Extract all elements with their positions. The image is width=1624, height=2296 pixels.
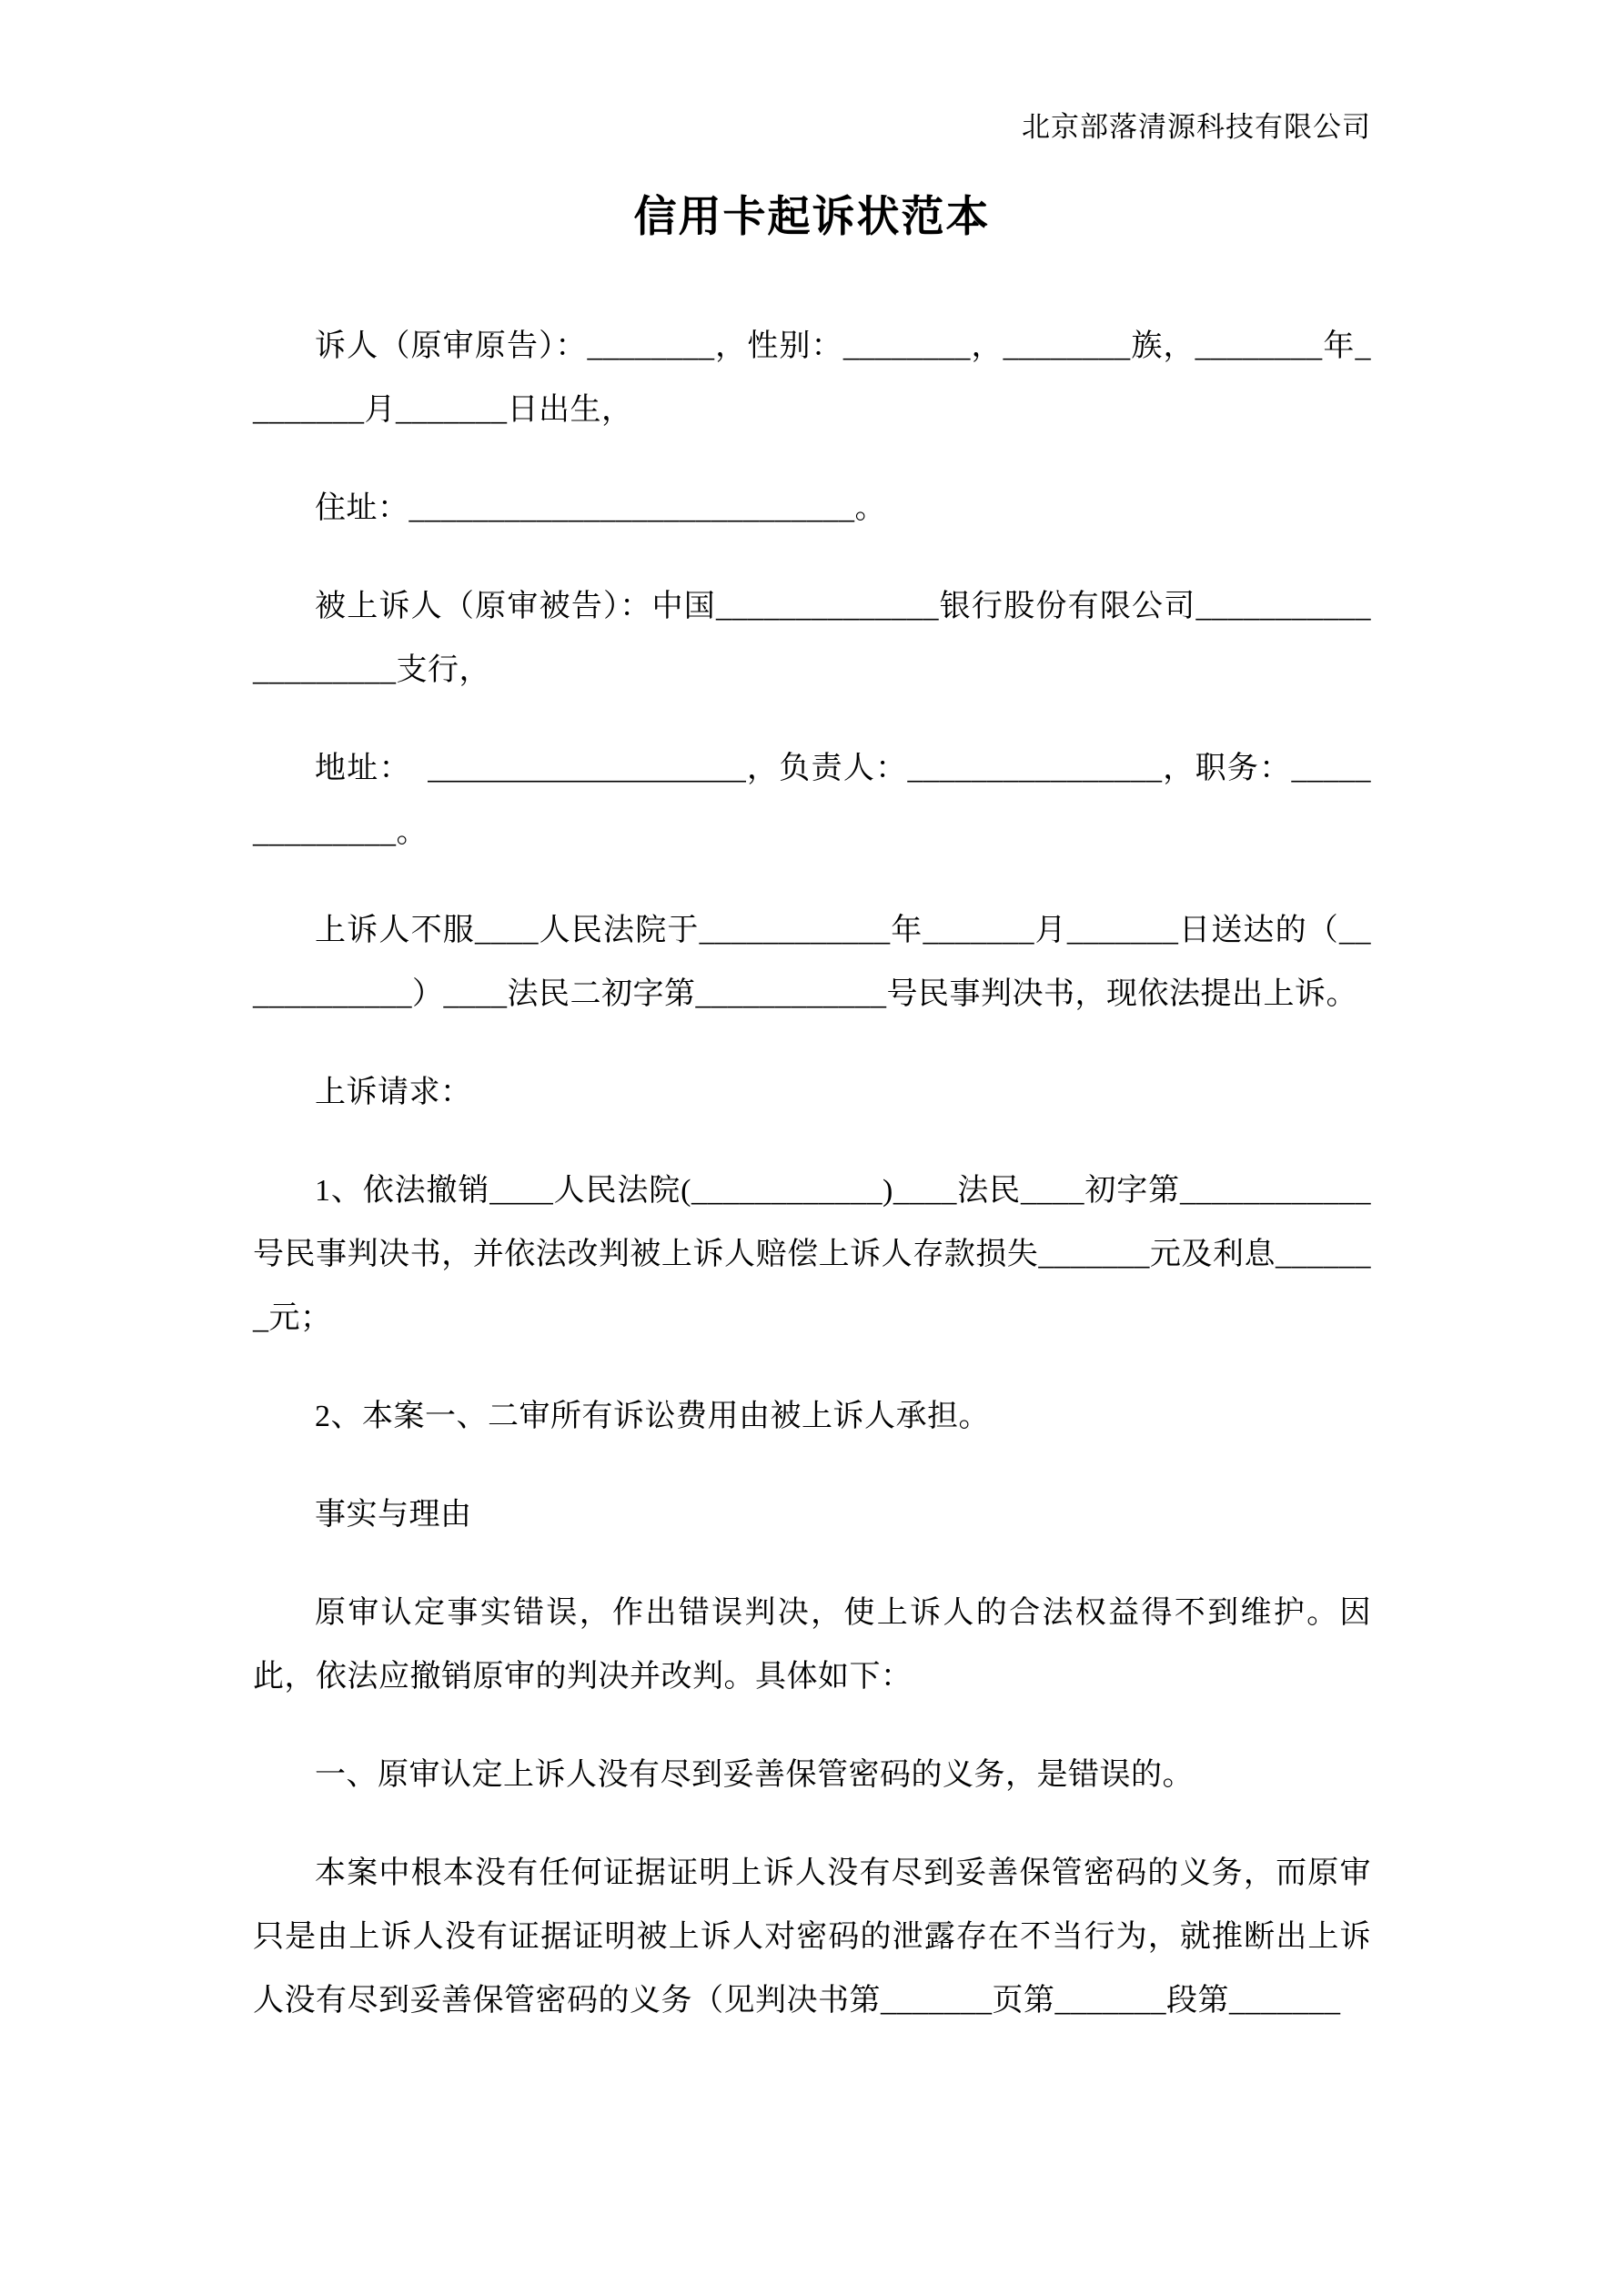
paragraph-request-2: 2、本案一、二审所有诉讼费用由被上诉人承担。 — [315, 1400, 990, 1434]
paragraph-point-one: 一、原审认定上诉人没有尽到妥善保管密码的义务，是错误的。 — [315, 1758, 1194, 1793]
paragraph-request-1: 1、依法撤销____人民法院(____________)____法民____初字第____________号民事判决书，并依法改判被上诉人赔偿上诉人存款损失_______元及利息_______元； — [253, 1174, 1371, 1336]
paragraph-point-one-detail: 本案中根本没有任何证据证明上诉人没有尽到妥善保管密码的义务，而原审只是由上诉人没有证据证明被上诉人对密码的泄露存在不当行为，就推断出上诉人没有尽到妥善保管密码的义务（见判决书第_______页第_______段第_______ — [253, 1856, 1371, 2018]
paragraph-appellee-info: 被上诉人（原审被告）：中国______________银行股份有限公司____________________支行， — [253, 590, 1371, 688]
paragraph-facts-heading: 事实与理由 — [315, 1498, 472, 1532]
paragraph-appellee-address: 地址： ____________________，负责人：________________，职务：______________。 — [253, 752, 1371, 850]
paragraph-address: 住址：____________________________。 — [315, 491, 886, 526]
company-header: 北京部落清源科技有限公司 — [1022, 111, 1371, 143]
paragraph-facts-intro: 原审认定事实错误，作出错误判决，使上诉人的合法权益得不到维护。因此，依法应撤销原审的判决并改判。具体如下： — [253, 1596, 1371, 1694]
document-body — [253, 315, 1371, 2033]
document-title: 信用卡起诉状范本 — [633, 194, 991, 242]
paragraph-appeal-request-heading: 上诉请求： — [315, 1076, 472, 1110]
paragraph-appeal-statement: 上诉人不服____人民法院于____________年_______月_______日送达的（____________）____法民二初字第____________号民事判决书，现依法提出上诉。 — [253, 914, 1371, 1012]
paragraph-plaintiff-info: 诉人（原审原告）：________，性别：________，________族，________年________月_______日出生， — [253, 329, 1371, 428]
